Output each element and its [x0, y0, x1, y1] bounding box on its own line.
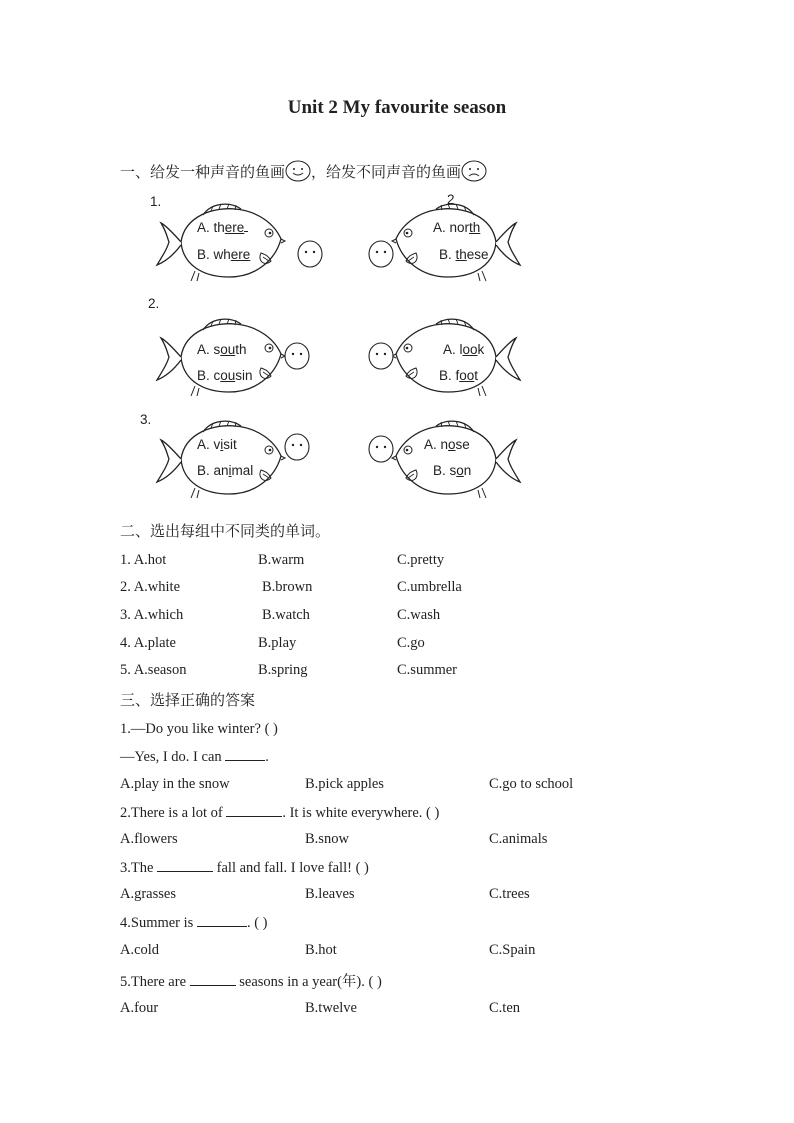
fish-1b-option-a: A. north	[433, 220, 481, 235]
s2-row5-c: C.summer	[397, 662, 458, 678]
s2-row3-b: B.watch	[262, 607, 310, 623]
section2-heading: 二、选出每组中不同类的单词。	[120, 522, 331, 540]
q5-option-c: C.ten	[489, 1000, 521, 1016]
fish-2a	[157, 319, 285, 396]
fish-3a-option-a: A. visit	[197, 437, 237, 452]
q1-option-c: C.go to school	[489, 776, 574, 792]
s2-row1-b: B.warm	[258, 552, 305, 568]
s2-row3-a: 3. A.which	[120, 607, 184, 623]
q2-option-a: A.flowers	[120, 831, 178, 847]
q4-option-b: B.hot	[305, 942, 337, 958]
fish-1a	[157, 204, 285, 281]
q1-line2: —Yes, I do. I can .	[120, 749, 269, 765]
fish-1a-option-b: B. where	[197, 247, 251, 262]
s2-row4-c: C.go	[397, 635, 425, 651]
fish-3a-option-b: B. animal	[197, 463, 254, 478]
s2-row4-a: 4. A.plate	[120, 635, 176, 651]
fish-group-number-2: 2.	[148, 296, 160, 311]
s2-row5-a: 5. A.season	[120, 662, 187, 678]
s2-row2-c: C.umbrella	[397, 579, 462, 595]
page-title: Unit 2 My favourite season	[287, 97, 507, 118]
fish-group-number-3: 3.	[140, 412, 152, 427]
fish-2a-option-b: B. cousin	[197, 368, 253, 383]
answer-face-2b[interactable]	[369, 343, 393, 369]
q5-option-a: A.four	[120, 1000, 159, 1016]
fish-2a-option-a: A. south	[197, 342, 247, 357]
fish-3a	[157, 421, 285, 498]
fish-3b	[392, 421, 520, 498]
q3-option-c: C.trees	[489, 886, 530, 902]
q5-blank[interactable]	[190, 973, 236, 986]
fish-2b-option-a: A. look	[443, 342, 485, 357]
q1-option-a: A.play in the snow	[120, 776, 230, 792]
q2-option-b: B.snow	[305, 831, 349, 847]
q3-option-a: A.grasses	[120, 886, 176, 902]
q3-line: 3.The fall and fall. I love fall! ( )	[120, 860, 369, 876]
s2-row5-b: B.spring	[258, 662, 308, 678]
fish-3b-option-b: B. son	[433, 463, 472, 478]
section1-heading-b: ，给发不同声音的鱼画	[311, 163, 462, 181]
fish-group-number-1: 1.	[150, 194, 162, 209]
q2-line: 2.There is a lot of . It is white everywhere. ( )	[120, 805, 440, 821]
s2-row2-a: 2. A.white	[120, 579, 181, 595]
fish-drawings	[0, 0, 794, 520]
fish-group-number-1b: 2	[447, 192, 455, 207]
q4-option-a: A.cold	[120, 942, 160, 958]
answer-face-2a[interactable]	[285, 343, 309, 369]
q2-option-c: C.animals	[489, 831, 548, 847]
fish-2b-option-b: B. foot	[439, 368, 479, 383]
q5-option-b: B.twelve	[305, 1000, 357, 1016]
section1-heading-a: 一、给发一种声音的鱼画	[120, 163, 286, 181]
fish-2b	[392, 319, 520, 396]
answer-face-1a[interactable]	[298, 241, 322, 267]
s2-row1-a: 1. A.hot	[120, 552, 167, 568]
s2-row1-c: C.pretty	[397, 552, 445, 568]
q5-line: 5.There are seasons in a year(年). ( )	[120, 974, 382, 990]
s2-row2-b: B.brown	[262, 579, 313, 595]
fish-1a-option-a: A. there	[197, 220, 248, 235]
q3-option-b: B.leaves	[305, 886, 355, 902]
q3-blank[interactable]	[157, 859, 213, 872]
q2-blank[interactable]	[226, 804, 282, 817]
fish-1b	[392, 204, 520, 281]
fish-3b-option-a: A. nose	[424, 437, 470, 452]
section3-heading: 三、选择正确的答案	[120, 691, 256, 709]
s2-row3-c: C.wash	[397, 607, 441, 623]
answer-face-3b[interactable]	[369, 436, 393, 462]
s2-row4-b: B.play	[258, 635, 297, 651]
q1-blank[interactable]	[225, 748, 265, 761]
q1-line1: 1.—Do you like winter? ( )	[120, 721, 278, 737]
q4-option-c: C.Spain	[489, 942, 536, 958]
q4-line: 4.Summer is . ( )	[120, 915, 268, 931]
q1-option-b: B.pick apples	[305, 776, 384, 792]
answer-face-3a[interactable]	[285, 434, 309, 460]
q4-blank[interactable]	[197, 914, 247, 927]
fish-1b-option-b: B. these	[439, 247, 489, 262]
answer-face-1b[interactable]	[369, 241, 393, 267]
